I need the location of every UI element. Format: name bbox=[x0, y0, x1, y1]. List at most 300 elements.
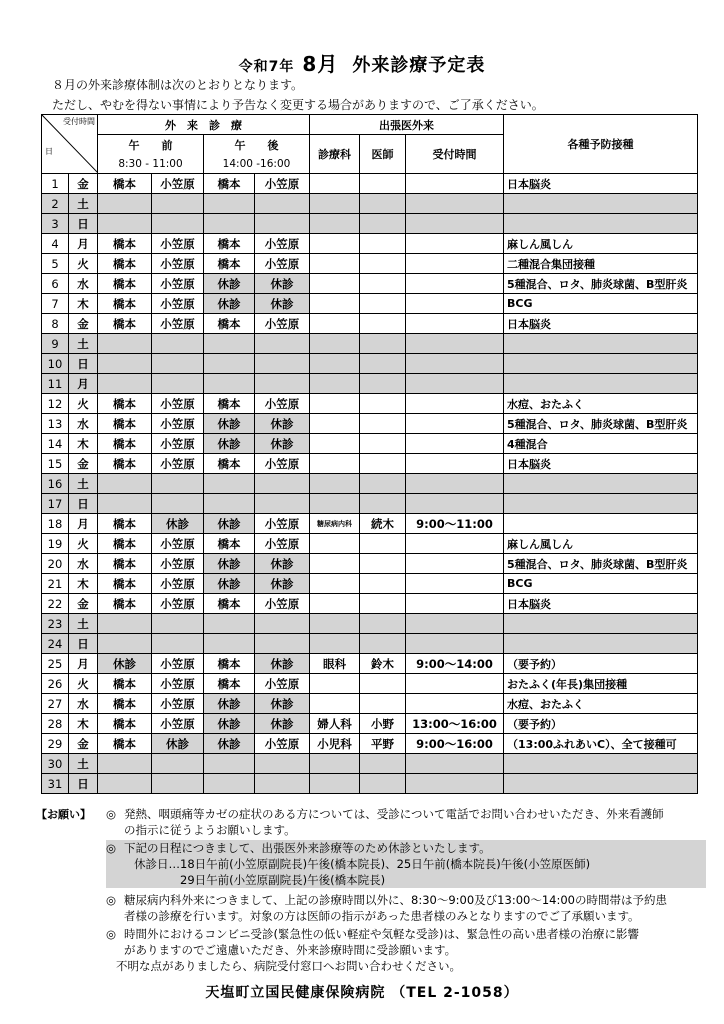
cell-am2: 小笠原 bbox=[152, 594, 204, 614]
cell-am1 bbox=[98, 614, 152, 634]
cell-dept bbox=[310, 334, 360, 354]
cell-am2 bbox=[152, 474, 204, 494]
cell-vaccine: 水痘、おたふく bbox=[504, 394, 698, 414]
cell-dow: 火 bbox=[69, 394, 98, 414]
schedule-row bbox=[42, 574, 698, 594]
schedule-table bbox=[41, 114, 698, 794]
cell-am1 bbox=[98, 334, 152, 354]
cell-vaccine: BCG bbox=[504, 574, 698, 594]
cell-day: 3 bbox=[42, 214, 69, 234]
cell-time bbox=[406, 774, 504, 794]
schedule-row bbox=[42, 394, 698, 414]
cell-dept bbox=[310, 274, 360, 294]
cell-time bbox=[406, 414, 504, 434]
cell-vaccine: （13:00ふれあいC）、全て接種可 bbox=[504, 734, 698, 754]
cell-doctor bbox=[360, 174, 406, 194]
cell-dept bbox=[310, 494, 360, 514]
cell-dow: 木 bbox=[69, 574, 98, 594]
schedule-row bbox=[42, 194, 698, 214]
cell-pm2: 小笠原 bbox=[255, 514, 310, 534]
cell-doctor bbox=[360, 214, 406, 234]
cell-am2: 小笠原 bbox=[152, 394, 204, 414]
schedule-row bbox=[42, 774, 698, 794]
cell-vaccine: 日本脳炎 bbox=[504, 314, 698, 334]
cell-pm1: 休診 bbox=[204, 294, 255, 314]
intro-line-1: ８月の外来診療体制は次のとおりとなります。 bbox=[52, 78, 304, 92]
cell-pm2 bbox=[255, 474, 310, 494]
cell-pm2: 小笠原 bbox=[255, 674, 310, 694]
cell-pm2 bbox=[255, 634, 310, 654]
cell-pm2: 小笠原 bbox=[255, 394, 310, 414]
schedule-row bbox=[42, 434, 698, 454]
cell-dept bbox=[310, 314, 360, 334]
cell-dept bbox=[310, 594, 360, 614]
schedule-row bbox=[42, 294, 698, 314]
cell-pm1: 橋本 bbox=[204, 174, 255, 194]
doctor-header: 医師 bbox=[360, 135, 406, 174]
cell-time bbox=[406, 374, 504, 394]
am-time-header: 8:30 - 11:00 bbox=[98, 154, 204, 174]
visiting-header: 出張医外来 bbox=[310, 115, 504, 135]
cell-dow: 金 bbox=[69, 174, 98, 194]
cell-pm1: 休診 bbox=[204, 734, 255, 754]
schedule-row bbox=[42, 234, 698, 254]
cell-doctor: 平野 bbox=[360, 734, 406, 754]
cell-day: 11 bbox=[42, 374, 69, 394]
cell-am2: 小笠原 bbox=[152, 274, 204, 294]
cell-pm2: 小笠原 bbox=[255, 234, 310, 254]
cell-pm1: 橋本 bbox=[204, 234, 255, 254]
cell-dow: 土 bbox=[69, 194, 98, 214]
cell-day: 1 bbox=[42, 174, 69, 194]
cell-pm2 bbox=[255, 214, 310, 234]
cell-vaccine: おたふく(年長)集団接種 bbox=[504, 674, 698, 694]
cell-pm2: 休診 bbox=[255, 654, 310, 674]
cell-am1: 橋本 bbox=[98, 434, 152, 454]
note-2-line-2: 休診日…18日午前(小笠原副院長)午後(橋本院長)、25日午前(橋本院長)午後(小笠原医師) bbox=[134, 857, 591, 871]
cell-day: 6 bbox=[42, 274, 69, 294]
pm-header: 午 後 bbox=[204, 135, 310, 155]
cell-day: 31 bbox=[42, 774, 69, 794]
cell-pm1 bbox=[204, 494, 255, 514]
cell-pm2: 休診 bbox=[255, 714, 310, 734]
closing-text: 不明な点がありましたら、病院受付窓口へお問い合わせください。 bbox=[116, 959, 461, 973]
cell-dow: 火 bbox=[69, 674, 98, 694]
cell-pm2 bbox=[255, 754, 310, 774]
cell-time: 9:00〜14:00 bbox=[406, 654, 504, 674]
cell-day: 29 bbox=[42, 734, 69, 754]
cell-pm2: 小笠原 bbox=[255, 594, 310, 614]
cell-pm2 bbox=[255, 334, 310, 354]
cell-vaccine: 麻しん風しん bbox=[504, 534, 698, 554]
cell-day: 2 bbox=[42, 194, 69, 214]
cell-doctor bbox=[360, 474, 406, 494]
cell-doctor bbox=[360, 234, 406, 254]
cell-am1: 休診 bbox=[98, 654, 152, 674]
schedule-row bbox=[42, 214, 698, 234]
note-3-mark: ◎ bbox=[106, 893, 117, 907]
cell-day: 30 bbox=[42, 754, 69, 774]
cell-day: 26 bbox=[42, 674, 69, 694]
cell-pm1: 休診 bbox=[204, 414, 255, 434]
note-4-mark: ◎ bbox=[106, 927, 117, 941]
cell-pm2: 休診 bbox=[255, 574, 310, 594]
cell-dow: 日 bbox=[69, 214, 98, 234]
cell-am2: 小笠原 bbox=[152, 254, 204, 274]
cell-am1 bbox=[98, 474, 152, 494]
cell-day: 25 bbox=[42, 654, 69, 674]
cell-pm1: 橋本 bbox=[204, 594, 255, 614]
cell-vaccine bbox=[504, 494, 698, 514]
cell-vaccine bbox=[504, 194, 698, 214]
cell-pm1 bbox=[204, 214, 255, 234]
cell-pm1: 橋本 bbox=[204, 654, 255, 674]
cell-dow: 日 bbox=[69, 774, 98, 794]
cell-day: 5 bbox=[42, 254, 69, 274]
schedule-row bbox=[42, 474, 698, 494]
cell-am1 bbox=[98, 754, 152, 774]
cell-vaccine bbox=[504, 214, 698, 234]
schedule-row bbox=[42, 654, 698, 674]
cell-day: 18 bbox=[42, 514, 69, 534]
cell-pm1: 橋本 bbox=[204, 674, 255, 694]
cell-am1 bbox=[98, 634, 152, 654]
cell-vaccine: BCG bbox=[504, 294, 698, 314]
cell-am2: 小笠原 bbox=[152, 654, 204, 674]
cell-am1: 橋本 bbox=[98, 514, 152, 534]
cell-time bbox=[406, 554, 504, 574]
cell-pm1 bbox=[204, 774, 255, 794]
cell-dept bbox=[310, 694, 360, 714]
cell-pm1: 休診 bbox=[204, 714, 255, 734]
cell-dow: 水 bbox=[69, 554, 98, 574]
cell-day: 27 bbox=[42, 694, 69, 714]
cell-am2: 小笠原 bbox=[152, 714, 204, 734]
cell-vaccine bbox=[504, 474, 698, 494]
cell-day: 4 bbox=[42, 234, 69, 254]
cell-am1 bbox=[98, 774, 152, 794]
cell-vaccine bbox=[504, 774, 698, 794]
cell-dow: 水 bbox=[69, 694, 98, 714]
cell-pm1: 休診 bbox=[204, 574, 255, 594]
cell-vaccine bbox=[504, 754, 698, 774]
cell-pm2: 休診 bbox=[255, 434, 310, 454]
cell-dow: 月 bbox=[69, 234, 98, 254]
cell-dow: 月 bbox=[69, 654, 98, 674]
cell-pm1 bbox=[204, 334, 255, 354]
cell-pm1 bbox=[204, 634, 255, 654]
cell-doctor bbox=[360, 674, 406, 694]
note-3-line-1: 糖尿病内科外来につきまして、上記の診療時間以外に、8:30〜9:00及び13:00〜14:00の時間帯は予約患 bbox=[124, 893, 667, 907]
cell-dow: 土 bbox=[69, 474, 98, 494]
cell-time bbox=[406, 634, 504, 654]
cell-dow: 金 bbox=[69, 454, 98, 474]
cell-dept bbox=[310, 214, 360, 234]
cell-time bbox=[406, 674, 504, 694]
cell-pm2 bbox=[255, 194, 310, 214]
cell-time bbox=[406, 274, 504, 294]
cell-dept bbox=[310, 234, 360, 254]
cell-time bbox=[406, 334, 504, 354]
cell-am1: 橋本 bbox=[98, 714, 152, 734]
cell-doctor: 続木 bbox=[360, 514, 406, 534]
cell-am2: 小笠原 bbox=[152, 294, 204, 314]
schedule-row bbox=[42, 594, 698, 614]
cell-am2: 休診 bbox=[152, 734, 204, 754]
cell-dept bbox=[310, 634, 360, 654]
note-3 bbox=[106, 892, 706, 924]
cell-time bbox=[406, 194, 504, 214]
cell-dept bbox=[310, 434, 360, 454]
cell-vaccine: 水痘、おたふく bbox=[504, 694, 698, 714]
schedule-row bbox=[42, 534, 698, 554]
cell-am2: 小笠原 bbox=[152, 174, 204, 194]
cell-doctor bbox=[360, 334, 406, 354]
schedule-row bbox=[42, 734, 698, 754]
cell-doctor: 小野 bbox=[360, 714, 406, 734]
cell-day: 12 bbox=[42, 394, 69, 414]
era-label: 令和7年 bbox=[238, 59, 295, 75]
cell-time bbox=[406, 234, 504, 254]
cell-am1 bbox=[98, 494, 152, 514]
cell-doctor: 鈴木 bbox=[360, 654, 406, 674]
cell-time bbox=[406, 254, 504, 274]
cell-time: 9:00〜11:00 bbox=[406, 514, 504, 534]
cell-am1: 橋本 bbox=[98, 574, 152, 594]
cell-vaccine: 日本脳炎 bbox=[504, 594, 698, 614]
cell-pm1: 橋本 bbox=[204, 534, 255, 554]
cell-doctor bbox=[360, 774, 406, 794]
cell-am2: 小笠原 bbox=[152, 414, 204, 434]
cell-dept bbox=[310, 554, 360, 574]
cell-vaccine: 5種混合、ロタ、肺炎球菌、B型肝炎 bbox=[504, 414, 698, 434]
cell-day: 19 bbox=[42, 534, 69, 554]
note-1 bbox=[106, 806, 706, 838]
cell-time bbox=[406, 594, 504, 614]
outpatient-header: 外 来 診 療 bbox=[98, 115, 310, 135]
cell-dept bbox=[310, 374, 360, 394]
cell-am2: 休診 bbox=[152, 514, 204, 534]
note-1-line-1: 発熱、咽頭痛等カゼの症状のある方については、受診について電話でお問い合わせいただき、外来看護師 bbox=[124, 807, 664, 821]
cell-doctor bbox=[360, 554, 406, 574]
cell-am2 bbox=[152, 774, 204, 794]
cell-dept bbox=[310, 674, 360, 694]
note-2-line-3: 29日午前(小笠原副院長)午後(橋本院長) bbox=[180, 873, 386, 887]
cell-day: 21 bbox=[42, 574, 69, 594]
cell-day: 22 bbox=[42, 594, 69, 614]
cell-am1: 橋本 bbox=[98, 414, 152, 434]
cell-dow: 土 bbox=[69, 614, 98, 634]
cell-doctor bbox=[360, 354, 406, 374]
cell-am1: 橋本 bbox=[98, 674, 152, 694]
note-1-line-2: の指示に従うようお願いします。 bbox=[124, 823, 296, 837]
cell-doctor bbox=[360, 294, 406, 314]
schedule-body bbox=[42, 174, 698, 794]
cell-time bbox=[406, 474, 504, 494]
cell-am1 bbox=[98, 214, 152, 234]
cell-am1: 橋本 bbox=[98, 734, 152, 754]
cell-pm2: 小笠原 bbox=[255, 254, 310, 274]
cell-time bbox=[406, 574, 504, 594]
cell-dow: 火 bbox=[69, 254, 98, 274]
cell-am2: 小笠原 bbox=[152, 574, 204, 594]
schedule-row bbox=[42, 494, 698, 514]
cell-dow: 火 bbox=[69, 534, 98, 554]
cell-day: 9 bbox=[42, 334, 69, 354]
hospital-footer bbox=[0, 982, 724, 1002]
cell-am2 bbox=[152, 634, 204, 654]
cell-doctor bbox=[360, 194, 406, 214]
cell-dow: 月 bbox=[69, 514, 98, 534]
cell-vaccine: 5種混合、ロタ、肺炎球菌、B型肝炎 bbox=[504, 554, 698, 574]
cell-dept bbox=[310, 294, 360, 314]
am-header: 午 前 bbox=[98, 135, 204, 155]
cell-am2 bbox=[152, 374, 204, 394]
cell-doctor bbox=[360, 414, 406, 434]
cell-dept bbox=[310, 394, 360, 414]
cell-pm2: 小笠原 bbox=[255, 314, 310, 334]
schedule-row bbox=[42, 754, 698, 774]
cell-vaccine bbox=[504, 354, 698, 374]
cell-day: 13 bbox=[42, 414, 69, 434]
cell-day: 10 bbox=[42, 354, 69, 374]
cell-time bbox=[406, 354, 504, 374]
cell-time bbox=[406, 454, 504, 474]
cell-dept bbox=[310, 254, 360, 274]
cell-am1 bbox=[98, 374, 152, 394]
cell-am2: 小笠原 bbox=[152, 454, 204, 474]
cell-pm1 bbox=[204, 754, 255, 774]
cell-am1 bbox=[98, 194, 152, 214]
page-title bbox=[0, 48, 724, 77]
cell-dow: 月 bbox=[69, 374, 98, 394]
note-2 bbox=[106, 840, 706, 888]
cell-am2: 小笠原 bbox=[152, 234, 204, 254]
cell-vaccine bbox=[504, 634, 698, 654]
cell-dept: 小児科 bbox=[310, 734, 360, 754]
cell-vaccine bbox=[504, 614, 698, 634]
schedule-row bbox=[42, 634, 698, 654]
cell-time bbox=[406, 394, 504, 414]
schedule-row bbox=[42, 274, 698, 294]
cell-pm2 bbox=[255, 774, 310, 794]
cell-am1: 橋本 bbox=[98, 554, 152, 574]
month-label: 8月 bbox=[302, 52, 339, 76]
cell-doctor bbox=[360, 634, 406, 654]
note-2-mark: ◎ bbox=[106, 841, 117, 855]
note-1-mark: ◎ bbox=[106, 807, 117, 821]
intro-line-2: ただし、やむを得ない事情により予告なく変更する場合がありますので、ご了承ください。 bbox=[52, 98, 544, 112]
cell-dept bbox=[310, 194, 360, 214]
cell-pm1 bbox=[204, 614, 255, 634]
cell-doctor bbox=[360, 314, 406, 334]
cell-pm2: 休診 bbox=[255, 694, 310, 714]
schedule-row bbox=[42, 454, 698, 474]
schedule-row bbox=[42, 614, 698, 634]
cell-am1: 橋本 bbox=[98, 394, 152, 414]
cell-pm1: 休診 bbox=[204, 514, 255, 534]
schedule-row bbox=[42, 354, 698, 374]
cell-am2: 小笠原 bbox=[152, 674, 204, 694]
cell-am1: 橋本 bbox=[98, 534, 152, 554]
cell-dept bbox=[310, 754, 360, 774]
pm-time-header: 14:00 -16:00 bbox=[204, 154, 310, 174]
cell-doctor bbox=[360, 694, 406, 714]
note-3-line-2: 者様の診療を行います。対象の方は医師の指示があった患者様のみとなりますのでご了承願います。 bbox=[124, 909, 640, 923]
cell-pm1: 休診 bbox=[204, 274, 255, 294]
cell-dept bbox=[310, 574, 360, 594]
cell-pm2: 休診 bbox=[255, 414, 310, 434]
cell-time bbox=[406, 174, 504, 194]
cell-am2 bbox=[152, 494, 204, 514]
cell-doctor bbox=[360, 534, 406, 554]
cell-am1 bbox=[98, 354, 152, 374]
cell-pm2 bbox=[255, 614, 310, 634]
cell-dept bbox=[310, 774, 360, 794]
cell-pm2: 小笠原 bbox=[255, 734, 310, 754]
schedule-row bbox=[42, 254, 698, 274]
cell-dept bbox=[310, 534, 360, 554]
cell-time: 9:00〜16:00 bbox=[406, 734, 504, 754]
cell-day: 15 bbox=[42, 454, 69, 474]
cell-pm1: 休診 bbox=[204, 694, 255, 714]
corner-header bbox=[42, 115, 98, 174]
cell-dow: 金 bbox=[69, 314, 98, 334]
cell-time bbox=[406, 494, 504, 514]
cell-vaccine: 4種混合 bbox=[504, 434, 698, 454]
cell-dept bbox=[310, 354, 360, 374]
schedule-row bbox=[42, 554, 698, 574]
cell-pm2 bbox=[255, 494, 310, 514]
cell-am2: 小笠原 bbox=[152, 314, 204, 334]
cell-vaccine: 二種混合集団接種 bbox=[504, 254, 698, 274]
cell-vaccine: （要予約） bbox=[504, 654, 698, 674]
cell-dow: 水 bbox=[69, 274, 98, 294]
cell-pm2 bbox=[255, 354, 310, 374]
cell-pm1: 休診 bbox=[204, 554, 255, 574]
cell-pm1 bbox=[204, 354, 255, 374]
cell-am2: 小笠原 bbox=[152, 434, 204, 454]
cell-pm2: 小笠原 bbox=[255, 174, 310, 194]
cell-dow: 金 bbox=[69, 734, 98, 754]
cell-dow: 日 bbox=[69, 494, 98, 514]
hospital-tel: （TEL 2-1058） bbox=[391, 985, 519, 1001]
cell-vaccine bbox=[504, 334, 698, 354]
cell-am1: 橋本 bbox=[98, 314, 152, 334]
cell-pm2: 小笠原 bbox=[255, 454, 310, 474]
cell-dept bbox=[310, 454, 360, 474]
cell-pm1: 休診 bbox=[204, 434, 255, 454]
cell-am1: 橋本 bbox=[98, 274, 152, 294]
reception-header: 受付時間 bbox=[406, 135, 504, 174]
cell-am2 bbox=[152, 354, 204, 374]
cell-time: 13:00〜16:00 bbox=[406, 714, 504, 734]
cell-vaccine: （要予約） bbox=[504, 714, 698, 734]
cell-vaccine: 日本脳炎 bbox=[504, 454, 698, 474]
cell-dept: 糖尿病内科 bbox=[310, 514, 360, 534]
schedule-row bbox=[42, 334, 698, 354]
cell-day: 8 bbox=[42, 314, 69, 334]
cell-dept: 婦人科 bbox=[310, 714, 360, 734]
schedule-row bbox=[42, 514, 698, 534]
cell-time bbox=[406, 434, 504, 454]
cell-doctor bbox=[360, 394, 406, 414]
cell-dow: 土 bbox=[69, 754, 98, 774]
cell-am2: 小笠原 bbox=[152, 554, 204, 574]
cell-pm2: 休診 bbox=[255, 294, 310, 314]
schedule-row bbox=[42, 674, 698, 694]
cell-dow: 日 bbox=[69, 634, 98, 654]
